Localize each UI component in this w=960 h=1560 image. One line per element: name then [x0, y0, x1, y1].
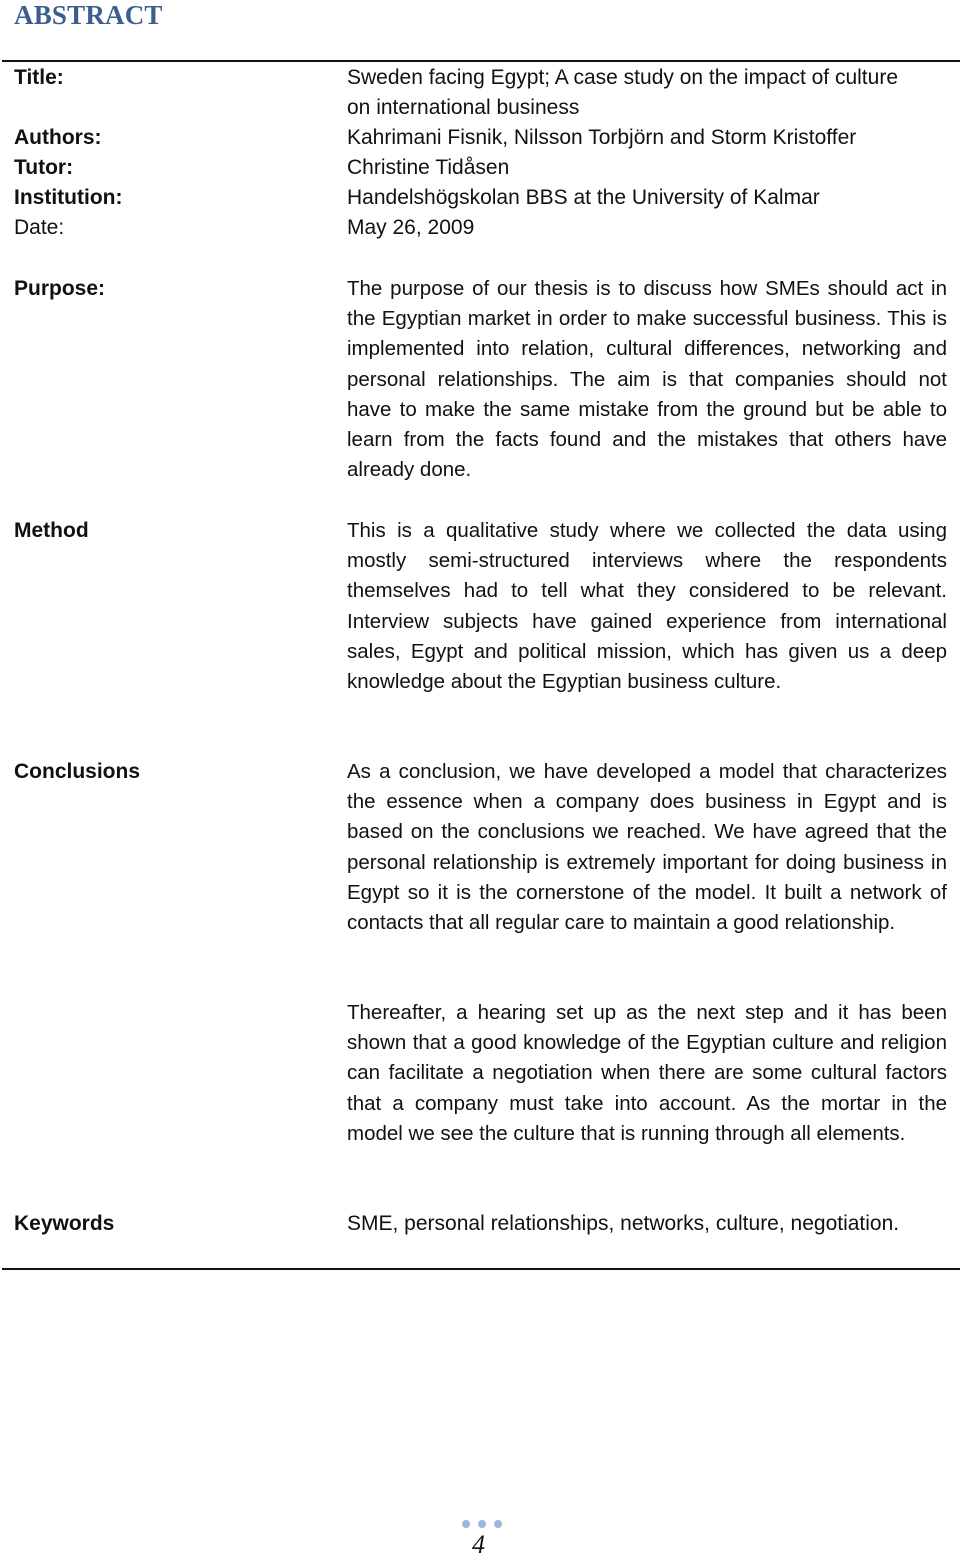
dot-icon — [494, 1520, 502, 1528]
page-heading: ABSTRACT — [14, 0, 163, 30]
method-label: Method — [14, 519, 89, 542]
keywords-label: Keywords — [14, 1212, 115, 1235]
authors-label: Authors: — [14, 126, 102, 149]
conclusions-text-2: Thereafter, a hearing set up as the next step and it has been shown that a good knowledge of the Egyptian culture and religion can facilitate a negotiation when there are some cultural factors that a company must take into account. As the mortar in the model we see the culture that is running through all elements. — [347, 1001, 947, 1145]
authors-value: Kahrimani Fisnik, Nilsson Torbjörn and Storm Kristoffer — [347, 126, 857, 149]
institution-label: Institution: — [14, 186, 123, 209]
date-value: May 26, 2009 — [347, 216, 475, 239]
page-number: 4 — [472, 1530, 485, 1559]
top-divider — [2, 60, 960, 62]
date-label: Date: — [14, 216, 65, 239]
conclusions-text-1: As a conclusion, we have developed a model that characterizes the essence when a company does business in Egypt and is based on the conclusions we reached. We have agreed that the personal relationship is extremely important for doing business in Egypt so it is the cornerstone of the model. It built a network of contacts that all regular care to maintain a good relationship. — [347, 760, 947, 935]
bottom-divider — [2, 1268, 960, 1270]
dot-icon — [478, 1520, 486, 1528]
title-label: Title: — [14, 66, 64, 89]
conclusions-label: Conclusions — [14, 760, 141, 783]
tutor-value: Christine Tidåsen — [347, 156, 510, 179]
title-value-line-2: on international business — [347, 96, 580, 119]
method-text: This is a qualitative study where we collected the data using mostly semi-structured interviews where the respondents themselves had to tell what they considered to be relevant. Interview subjects have gained experience from international sales, Egypt and political mission, which has given us a deep knowledge about the Egyptian business culture. — [347, 519, 947, 694]
dot-icon — [462, 1520, 470, 1528]
institution-value: Handelshögskolan BBS at the University of Kalmar — [347, 186, 820, 209]
title-value-line-1: Sweden facing Egypt; A case study on the impact of culture — [347, 66, 898, 89]
purpose-label: Purpose: — [14, 277, 106, 300]
page-dots-ornament — [462, 1520, 502, 1528]
tutor-label: Tutor: — [14, 156, 74, 179]
keywords-text: SME, personal relationships, networks, culture, negotiation. — [347, 1212, 900, 1235]
purpose-text: The purpose of our thesis is to discuss how SMEs should act in the Egyptian market in order to make successful business. This is implemented into relation, cultural differences, networking and personal relationships. The aim is that companies should not have to make the same mistake from the ground but be able to learn from the facts found and the mistakes that others have already done. — [347, 277, 947, 482]
